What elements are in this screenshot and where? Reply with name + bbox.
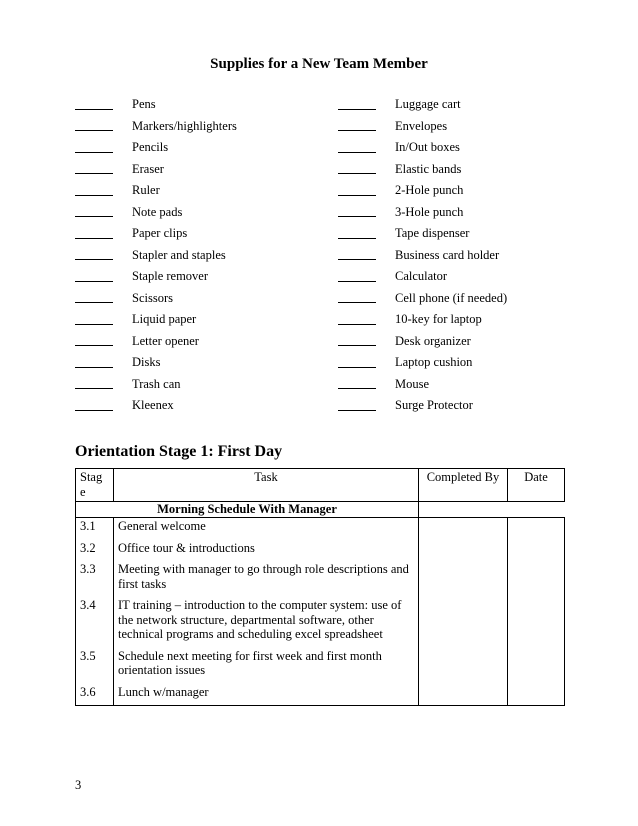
checkbox-blank[interactable] [338, 229, 376, 239]
supply-item [75, 94, 237, 116]
supply-label: Paper clips [132, 226, 188, 241]
supply-label: Ruler [132, 183, 160, 198]
checkbox-blank[interactable] [75, 207, 113, 217]
supply-label: Laptop cushion [395, 355, 473, 370]
checkbox-blank[interactable] [75, 186, 113, 196]
supply-item [75, 309, 237, 331]
checkbox-blank[interactable] [338, 336, 376, 346]
supply-label: Letter opener [132, 333, 199, 348]
supply-label: Calculator [395, 269, 448, 284]
checkbox-blank[interactable] [75, 121, 113, 131]
supply-label: 2-Hole punch [395, 183, 464, 198]
supply-item [338, 223, 507, 245]
table-header-row [76, 469, 565, 502]
checkbox-blank[interactable] [338, 379, 376, 389]
supply-label: 3-Hole punch [395, 204, 464, 219]
supply-label: Trash can [132, 376, 181, 391]
supply-label: Desk organizer [395, 333, 471, 348]
header-date: Date [508, 469, 565, 502]
supply-item [338, 331, 507, 353]
supply-label: 10-key for laptop [395, 312, 482, 327]
checkbox-blank[interactable] [75, 401, 113, 411]
supply-label: Note pads [132, 204, 183, 219]
task-cell: Office tour & introductions [114, 540, 419, 562]
task-cell: Lunch w/manager [114, 684, 419, 706]
supply-item [338, 395, 507, 417]
supply-item [338, 266, 507, 288]
supply-item [338, 94, 507, 116]
supply-item [75, 288, 237, 310]
supply-item [75, 374, 237, 396]
checkbox-blank[interactable] [338, 164, 376, 174]
completed-by-cell[interactable] [419, 518, 508, 706]
checkbox-blank[interactable] [338, 121, 376, 131]
checkbox-blank[interactable] [338, 358, 376, 368]
stage-cell: 3.6 [76, 684, 114, 706]
supply-item [338, 202, 507, 224]
header-stage: Stag e [76, 469, 114, 502]
task-cell: Schedule next meeting for first week and first month orientation issues [114, 648, 419, 684]
supplies-list-right [338, 94, 507, 417]
supply-label: Markers/highlighters [132, 118, 237, 133]
stage-cell: 3.2 [76, 540, 114, 562]
checkbox-blank[interactable] [338, 315, 376, 325]
supply-item [338, 245, 507, 267]
supply-label: Elastic bands [395, 161, 462, 176]
header-task: Task [114, 469, 419, 502]
page-title: Supplies for a New Team Member [210, 56, 428, 72]
checkbox-blank[interactable] [75, 143, 113, 153]
checkbox-blank[interactable] [75, 315, 113, 325]
supply-item [75, 159, 237, 181]
supplies-list-left [75, 94, 237, 417]
task-cell: General welcome [114, 518, 419, 540]
supply-item [75, 331, 237, 353]
task-cell: Meeting with manager to go through role descriptions and first tasks [114, 561, 419, 597]
supply-item [75, 245, 237, 267]
supply-item [75, 395, 237, 417]
supply-item [75, 352, 237, 374]
table-row [76, 518, 565, 540]
checkbox-blank[interactable] [338, 207, 376, 217]
schedule-heading: Morning Schedule With Manager [76, 502, 419, 518]
date-cell[interactable] [508, 518, 565, 706]
stage-cell: 3.1 [76, 518, 114, 540]
supply-item [338, 137, 507, 159]
checkbox-blank[interactable] [338, 250, 376, 260]
task-cell: IT training – introduction to the computer system: use of the network structure, departmental software, other technical programs and scheduling excel spreadsheet [114, 597, 419, 648]
supply-label: Staple remover [132, 269, 209, 284]
supply-label: Cell phone (if needed) [395, 290, 508, 305]
orientation-heading: Orientation Stage 1: First Day [75, 443, 283, 460]
supply-label: Envelopes [395, 118, 448, 133]
supply-label: Surge Protector [395, 398, 473, 413]
checkbox-blank[interactable] [75, 229, 113, 239]
checkbox-blank[interactable] [338, 186, 376, 196]
supply-label: Scissors [132, 290, 173, 305]
supply-item [338, 180, 507, 202]
supply-item [75, 180, 237, 202]
checkbox-blank[interactable] [75, 379, 113, 389]
supply-item [75, 266, 237, 288]
supply-item [75, 202, 237, 224]
supply-label: Pencils [132, 140, 169, 155]
stage-cell: 3.4 [76, 597, 114, 648]
supply-label: Mouse [395, 376, 430, 391]
supply-label: In/Out boxes [395, 140, 460, 155]
supply-label: Kleenex [132, 398, 174, 413]
checkbox-blank[interactable] [338, 401, 376, 411]
checkbox-blank[interactable] [338, 143, 376, 153]
supply-item [338, 309, 507, 331]
orientation-table [75, 468, 565, 706]
empty-cell [508, 502, 565, 518]
supply-item [75, 223, 237, 245]
checkbox-blank[interactable] [75, 164, 113, 174]
header-completed-by: Completed By [419, 469, 508, 502]
checkbox-blank[interactable] [338, 272, 376, 282]
stage-cell: 3.3 [76, 561, 114, 597]
supply-item [338, 116, 507, 138]
checkbox-blank[interactable] [338, 293, 376, 303]
supply-label: Pens [132, 97, 156, 112]
checkbox-blank[interactable] [75, 293, 113, 303]
checkbox-blank[interactable] [75, 358, 113, 368]
schedule-heading-row [76, 502, 565, 518]
checkbox-blank[interactable] [338, 100, 376, 110]
empty-cell [419, 502, 508, 518]
supply-item [75, 116, 237, 138]
supply-label: Disks [132, 355, 161, 370]
checkbox-blank[interactable] [75, 272, 113, 282]
supply-label: Business card holder [395, 247, 500, 262]
supply-item [338, 374, 507, 396]
supply-label: Tape dispenser [395, 226, 470, 241]
supply-item [338, 288, 507, 310]
supply-label: Eraser [132, 161, 164, 176]
supply-label: Stapler and staples [132, 247, 226, 262]
supply-item [338, 352, 507, 374]
checkbox-blank[interactable] [75, 250, 113, 260]
page-number: 3 [75, 778, 82, 792]
checkbox-blank[interactable] [75, 336, 113, 346]
supply-label: Luggage cart [395, 97, 461, 112]
checkbox-blank[interactable] [75, 100, 113, 110]
supply-label: Liquid paper [132, 312, 197, 327]
supply-item [75, 137, 237, 159]
stage-cell: 3.5 [76, 648, 114, 684]
supply-item [338, 159, 507, 181]
